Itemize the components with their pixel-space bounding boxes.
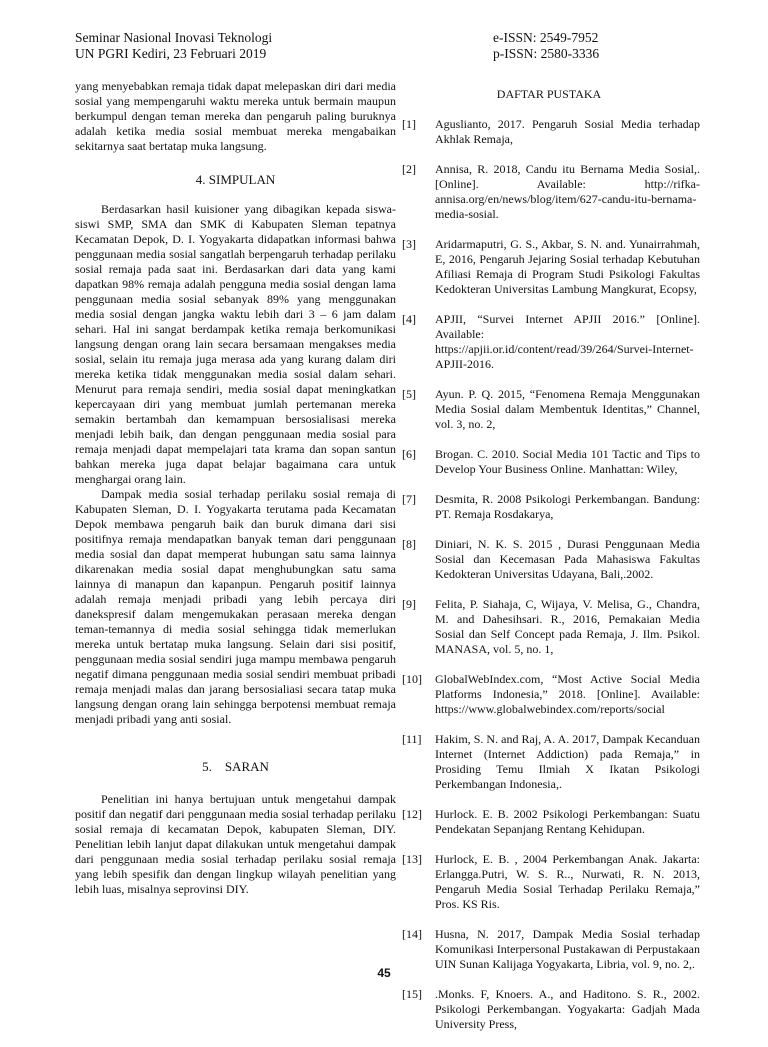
reference-number: [9]	[402, 597, 416, 611]
reference-item	[398, 237, 700, 297]
reference-text: Ayun. P. Q. 2015, “Fenomena Remaja Menggunakan Media Sosial dalam Membentuk Identitas,” Channel, vol. 3, no. 2,	[435, 387, 700, 431]
simpulan-paragraph-2: Dampak media sosial terhadap perilaku sosial remaja di Kabupaten Sleman, D. I. Yogyakarta terutama pada Kecamatan Depok membawa pengaruh baik dan buruk dimana dari sisi positifnya remaja mendapatkan banyak teman dari penggunaan media sosial dan dapat memperat hubungan satu sama lainnya dikarenakan media sosial dapat menghubungkan satu sama lainnya di manapun dan kapanpun. Pengaruh positif lainnya adalah remaja menjadi pribadi yang lebih percaya diri danekspresif dalam mengemukakan perasaan mereka dengan teman-temannya di media sosial sehingga tidak memerlukan mereka untuk bertatap muka langsung. Selain dari sisi positif, penggunaan media sosial sendiri juga mampu membawa pengaruh negatif dimana penggunaan media sosial sendiri membuat pribadi remaja menjadi malas dan jarang bersosialiasi secara tatap muka langsung dengan orang lain sehingga berpotensi membuat remaja menjadi pribadi yang anti sosial.	[75, 487, 396, 726]
header-left	[75, 30, 272, 62]
reference-text: Hurlock. E. B. 2002 Psikologi Perkembangan: Suatu Pendekatan Sepanjang Rentang Kehidupan.	[435, 807, 700, 836]
reference-text: Husna, N. 2017, Dampak Media Sosial terhadap Komunikasi Interpersonal Pustakawan di Perpustakaan UIN Sunan Kalijaga Yogyakarta, Libria, vol. 9, no. 2,.	[435, 927, 700, 971]
reference-number: [2]	[402, 162, 416, 176]
conference-name: Seminar Nasional Inovasi Teknologi	[75, 30, 273, 45]
reference-text: GlobalWebIndex.com, “Most Active Social Media Platforms Indonesia,” 2018. [Online]. Available: https://www.globalwebindex.com/reports/social	[435, 672, 700, 716]
right-column	[398, 79, 700, 1047]
reference-number: [10]	[402, 672, 422, 686]
reference-item	[398, 807, 700, 837]
section-5-title: 5. SARAN	[202, 759, 269, 774]
reference-text: APJII, “Survei Internet APJII 2016.” [Online]. Available: https://apjii.or.id/content/read/39/264/Survei-Internet-APJII-2016.	[435, 312, 700, 371]
reference-number: [4]	[402, 312, 416, 326]
conference-date: UN PGRI Kediri, 23 Februari 2019	[75, 46, 267, 61]
reference-text: Annisa, R. 2018, Candu itu Bernama Media Sosial,. [Online]. Available: http://rifka-annisa.org/en/news/blog/item/627-candu-itu-bernama-media-sosial.	[435, 162, 700, 221]
reference-text: Hakim, S. N. and Raj, A. A. 2017, Dampak Kecanduan Internet (Internet Addiction) pada Remaja,” in Prosiding Temu Ilmiah X Ikatan Psikologi Perkembangan Indonesia,.	[435, 732, 700, 791]
reference-item	[398, 387, 700, 432]
reference-item	[398, 987, 700, 1032]
reference-number: [14]	[402, 927, 422, 941]
reference-text: Aguslianto, 2017. Pengaruh Sosial Media terhadap Akhlak Remaja,	[435, 117, 700, 146]
reference-number: [8]	[402, 537, 416, 551]
left-column	[75, 79, 396, 897]
reference-text: Desmita, R. 2008 Psikologi Perkembangan. Bandung: PT. Remaja Rosdakarya,	[435, 492, 700, 521]
reference-item	[398, 597, 700, 657]
reference-item	[398, 492, 700, 522]
reference-text: Diniari, N. K. S. 2015 , Durasi Penggunaan Media Sosial dan Kecemasan Pada Mahasiswa Fakultas Kedokteran Universitas Udayana, Bali,.2002.	[435, 537, 700, 581]
reference-item	[398, 447, 700, 477]
reference-text: Felita, P. Siahaja, C, Wijaya, V. Melisa, G., Chandra, M. and Dahesihsari. R., 2016, Pemakaian Media Sosial dan Self Concept pada Remaja, J. Ilm. Psikol. MANASA, vol. 5, no. 1,	[435, 597, 700, 656]
reference-item	[398, 537, 700, 582]
reference-number: [6]	[402, 447, 416, 461]
p-issn: p-ISSN: 2580-3336	[493, 46, 600, 61]
reference-list	[398, 117, 700, 1032]
reference-number: [5]	[402, 387, 416, 401]
reference-number: [15]	[402, 987, 422, 1001]
reference-number: [13]	[402, 852, 422, 866]
reference-text: Aridarmaputri, G. S., Akbar, S. N. and. Yunairrahmah, E, 2016, Pengaruh Jejaring Sosial terhadap Kebutuhan Afiliasi Remaja di Program Studi Psikologi Fakultas Kedokteran Universitas Lambung Mangkurat, Ecopsy,	[435, 237, 700, 296]
reference-number: [7]	[402, 492, 416, 506]
reference-number: [11]	[402, 732, 422, 746]
reference-number: [1]	[402, 117, 416, 131]
reference-number: [12]	[402, 807, 422, 821]
reference-text: Brogan. C. 2010. Social Media 101 Tactic and Tips to Develop Your Business Online. Manhattan: Wiley,	[435, 447, 700, 476]
reference-text: Hurlock, E. B. , 2004 Perkembangan Anak. Jakarta: Erlangga.Putri, W. S. R.., Nurwati, R. N. 2013, Pengaruh Media Sosial Terhadap Perilaku Remaja,” Pros. KS Ris.	[435, 852, 700, 911]
reference-item	[398, 162, 700, 222]
section-4-title: 4. SIMPULAN	[195, 172, 276, 187]
reference-item	[398, 852, 700, 912]
reference-item	[398, 732, 700, 792]
reference-text: .Monks. F, Knoers. A., and Haditono. S. R., 2002. Psikologi Perkembangan. Yogyakarta: Gadjah Mada University Press,	[435, 987, 700, 1031]
reference-item	[398, 117, 700, 147]
reference-number: [3]	[402, 237, 416, 251]
saran-paragraph: Penelitian ini hanya bertujuan untuk mengetahui dampak positif dan negatif dari penggunaan media sosial terhadap perilaku sosial remaja di kecamatan Depok, kabupaten Sleman, DIY. Penelitian lebih lanjut dapat dilakukan untuk mengetahui dampak dari penggunaan media sosial terhadap perilaku sosial remaja yang lebih spesifik dan dengan lingkup wilayah penelitian yang lebih luas, misalnya seprovinsi DIY.	[75, 792, 396, 896]
reference-item	[398, 672, 700, 717]
references-title: DAFTAR PUSTAKA	[496, 87, 602, 101]
page-number: 45	[377, 966, 391, 980]
simpulan-paragraph-1: Berdasarkan hasil kuisioner yang dibagikan kepada siswa-siswi SMP, SMA dan SMK di Kabupaten Sleman tepatnya Kecamatan Depok, D. I. Yogyakarta didapatkan informasi bahwa penggunaan media sosial sangatlah berpengaruh terhadap perilaku sosial remaja pada saat ini. Berdasarkan dari data yang kami dapatkan 98% remaja adalah pengguna media sosial dengan lama penggunaan media sosial sebanyak 89% yang menggunakan media sosial dengan jangka waktu lebih dari 3 – 6 jam dalam sehari. Hal ini sangat berdampak ketika remaja berkomunikasi langsung dengan orang lain secara bersamaan mengakses media sosial, selain itu remaja juga merasa ada yang kurang dalam diri mereka ketika tidak menggunakan media sosial dalam sehari. Menurut para remaja sendiri, media sosial dapat meningkatkan kepercayaan diri yang membuat jumlah pertemanan mereka semakin bertambah dan kemampuan bersosialisasi mereka menjadi lebih baik, dan dengan penggunaan media sosial para remaja menjadi dapat mempelajari tata krama dan sopan santun bahkan mereka juga dapat belajar bagaimana cara untuk menghargai orang lain.	[75, 202, 396, 486]
e-issn: e-ISSN: 2549-7952	[493, 30, 599, 45]
header-right	[493, 30, 599, 62]
reference-item	[398, 312, 700, 372]
intro-paragraph: yang menyebabkan remaja tidak dapat melepaskan diri dari media sosial yang mempengaruhi waktu mereka untuk bermain maupun berkumpul dengan teman mereka dan pengaruh paling buruknya adalah ketika media sosial membuat mereka mengabaikan sekitarnya saat bertatap muka langsung.	[75, 79, 396, 153]
